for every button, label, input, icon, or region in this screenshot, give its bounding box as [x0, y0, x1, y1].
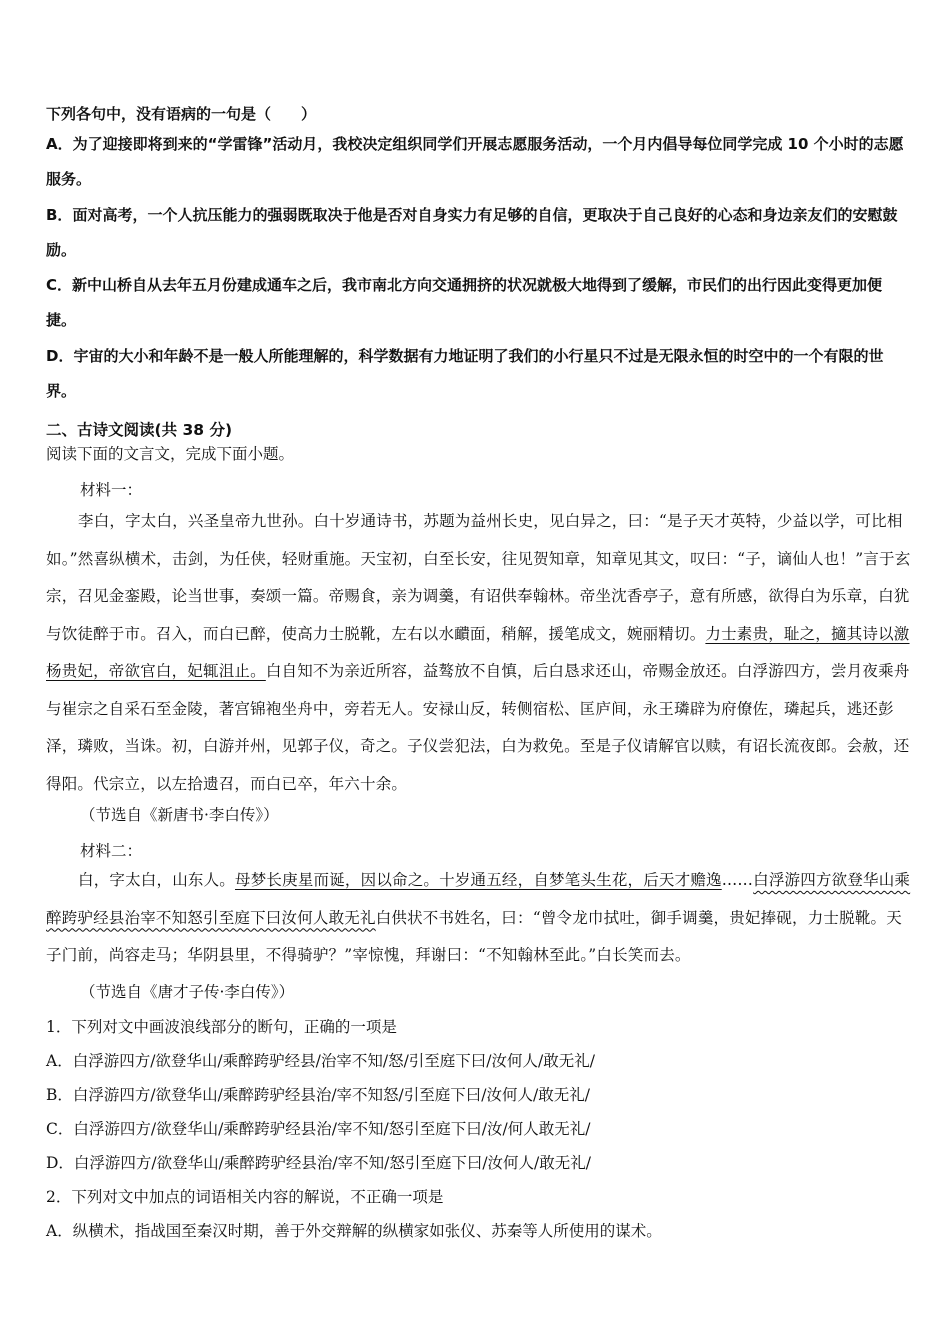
- material1-source: （节选自《新唐书·李白传》）: [80, 806, 279, 824]
- q1-option-d: D．白浮游四方/欲登华山/乘醉跨驴经县治/宰不知/怒引至庭下曰/汝何人/敢无礼/: [46, 1154, 591, 1172]
- material2-underlined: 母梦长庚星而诞，因以命之。十岁通五经，自梦笔头生花，后天才赡逸: [235, 871, 722, 889]
- option-text: 宇宙的大小和年龄不是一般人所能理解的，科学数据有力地证明了我们的小行星只不过是无限永恒的时空中的一个有限的世界。: [46, 347, 884, 400]
- q2-stem: 2．下列对文中加点的词语相关内容的解说，不正确一项是: [46, 1188, 444, 1206]
- material2-source: （节选自《唐才子传·李白传》）: [80, 983, 295, 1001]
- option-letter: D．: [46, 347, 74, 365]
- option-c-sick: [46, 268, 908, 338]
- material2-text: [46, 862, 916, 975]
- q2-option-a: A．纵横术，指战国至秦汉时期，善于外交辩解的纵横家如张仪、苏秦等人所使用的谋术。: [46, 1222, 662, 1240]
- material2-wavy: 白浮游四方欲登华山乘醉跨驴经县治宰不知怒引至庭下曰汝何人敢无礼: [46, 871, 911, 927]
- q1-stem: 1．下列对文中画波浪线部分的断句，正确的一项是: [46, 1018, 397, 1036]
- option-a-sick: [46, 127, 908, 197]
- option-d-sick: [46, 339, 908, 409]
- option-letter: C．: [46, 276, 73, 294]
- section2-title: 二、古诗文阅读(共 38 分): [46, 421, 233, 439]
- option-text: 新中山桥自从去年五月份建成通车之后，我市南北方向交通拥挤的状况就极大地得到了缓解，市民们的出行因此变得更加便捷。: [46, 276, 883, 329]
- material1-underlined: 力士素贵，耻之，擿其诗以激杨贵妃，帝欲官白，妃辄沮止。: [46, 624, 910, 680]
- option-text: 为了迎接即将到来的“学雷锋”活动月，我校决定组织同学们开展志愿服务活动，一个月内倡导每位同学完成 10 个小时的志愿服务。: [46, 135, 904, 188]
- q1-option-a: A．白浮游四方/欲登华山/乘醉跨驴经县/治宰不知/怒/引至庭下曰/汝何人/敢无礼/: [46, 1052, 595, 1070]
- material1-label: 材料一：: [80, 481, 143, 499]
- q1-option-c: C．白浮游四方/欲登华山/乘醉跨驴经县治/宰不知/怒引至庭下曰/汝/何人敢无礼/: [46, 1120, 591, 1138]
- option-b-sick: [46, 198, 908, 268]
- material2-text-after: 白供状不书姓名，曰：“曾令龙巾拭吐，御手调羹，贵妃捧砚，力士脱靴。天子门前，尚容走马；华阴县里，不得骑驴？”宰惊愧，拜谢曰：“不知翰林至此。”白长笑而去。: [46, 908, 902, 964]
- material2-text-mid: ……: [721, 871, 754, 889]
- q1-option-b: B．白浮游四方/欲登华山/乘醉跨驴经县治/宰不知怒/引至庭下曰/汝何人/敢无礼/: [46, 1086, 590, 1104]
- material1-text: [46, 503, 916, 803]
- option-letter: A．: [46, 135, 73, 153]
- material1-text-after: 白自知不为亲近所容，益骜放不自慎，后白恳求还山，帝赐金放还。白浮游四方，尝月夜乘舟与崔宗之自采石至金陵，著宫锦袍坐舟中，旁若无人。安禄山反，转侧宿松、匡庐间，永王璘辟为府僚佐，璘起兵，逃还彭泽，璘败，当诛。初，白游并州，见郭子仪，奇之。子仪尝犯法，白为救免。至是子仪请解官以赎，有诏长流夜郎。会赦，还得阳。代宗立，以左拾遗召，而白已卒，年六十余。: [46, 662, 910, 793]
- material2-text-before: 白，字太白，山东人。: [78, 871, 236, 889]
- material2-label: 材料二：: [80, 842, 143, 860]
- section2-instruction: 阅读下面的文言文，完成下面小题。: [46, 445, 295, 463]
- question-intro: 下列各句中，没有语病的一句是（ ）: [46, 105, 317, 123]
- option-letter: B．: [46, 206, 73, 224]
- option-text: 面对高考，一个人抗压能力的强弱既取决于他是否对自身实力有足够的自信，更取决于自己良好的心态和身边亲友们的安慰鼓励。: [46, 206, 898, 259]
- material1-text-before: 李白，字太白，兴圣皇帝九世孙。白十岁通诗书，苏题为益州长史，见白异之，曰：“是子天才英特，少益以学，可比相如。”然喜纵横术，击剑，为任侠，轻财重施。天宝初，白至长安，往见贺知章，知章见其文，叹曰：“子，谪仙人也！”言于玄宗，召见金銮殿，论当世事，奏颂一篇。帝赐食，亲为调羹，有诏供奉翰林。帝坐沈香亭子，意有所感，欲得白为乐章，白犹与饮徒醉于市。召入，而白已醉，使高力士脱靴，左右以水靧面，稍解，援笔成文，婉丽精切。: [46, 512, 911, 643]
